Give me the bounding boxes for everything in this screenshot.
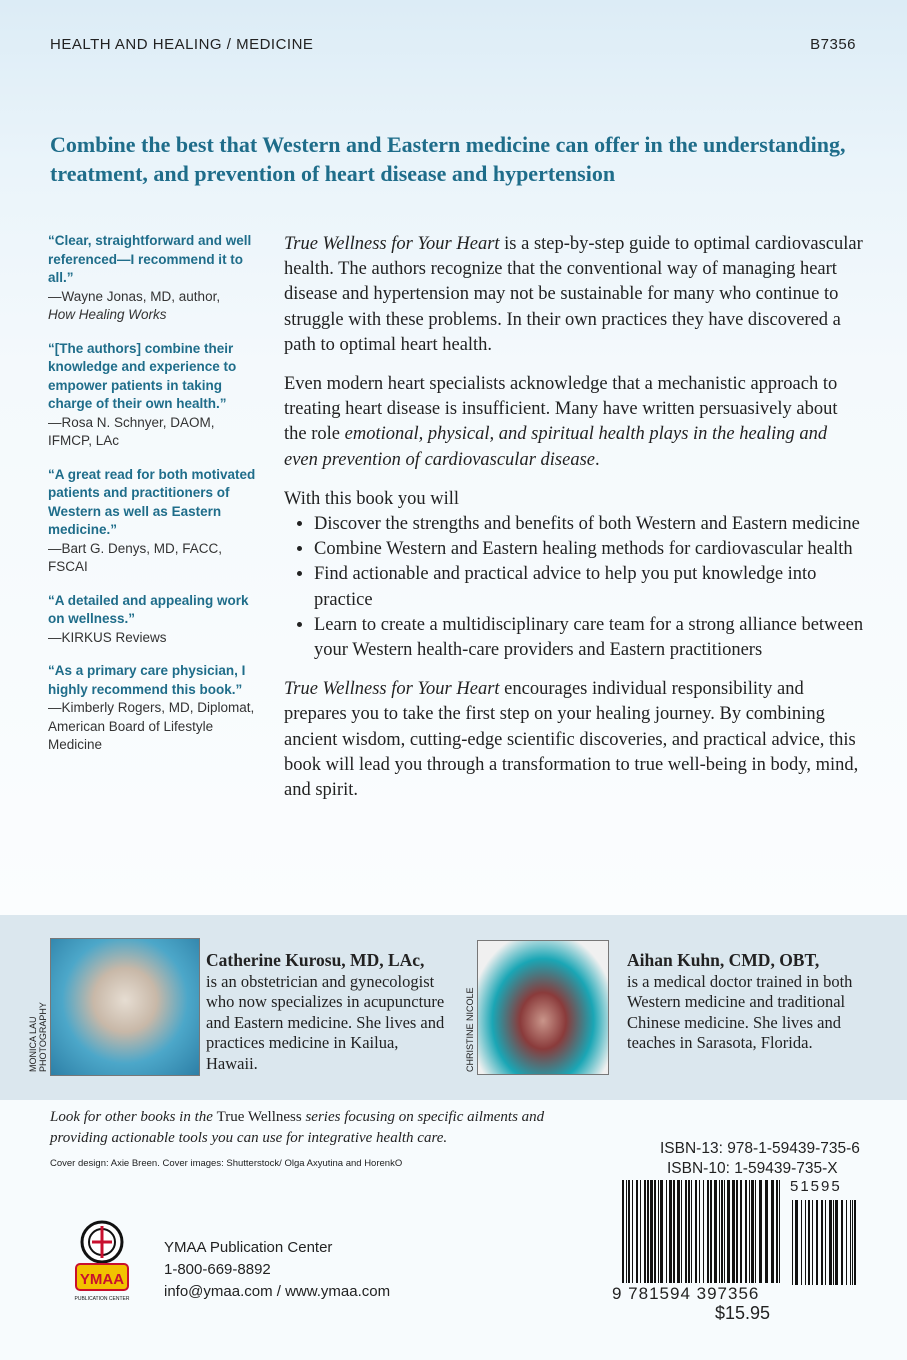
benefits-list: [284, 512, 864, 663]
barcode-bar: [846, 1200, 847, 1285]
barcode-bar: [740, 1180, 742, 1283]
barcode-bar: [669, 1180, 672, 1283]
barcode-bar: [749, 1180, 750, 1283]
author-bio-text: is a medical doctor trained in both Western medicine and traditional Chinese medicine. She lives and teaches in Sarasota, Florida.: [627, 971, 853, 1052]
barcode-bar: [801, 1200, 802, 1285]
barcode-bar: [660, 1180, 663, 1283]
publisher-name: YMAA Publication Center: [164, 1239, 333, 1256]
svg-text:PUBLICATION CENTER: PUBLICATION CENTER: [74, 1296, 130, 1302]
author-name: Catherine Kurosu, MD, LAc,: [206, 950, 425, 970]
quote: [48, 466, 258, 577]
barcode-bar: [688, 1180, 690, 1283]
barcode-bar: [835, 1200, 838, 1285]
publisher-contact: info@ymaa.com / www.ymaa.com: [164, 1283, 391, 1300]
barcode-bar: [644, 1180, 646, 1283]
barcode-bar: [736, 1180, 738, 1283]
quote-attribution: —Rosa N. Schnyer, DAOM, IFMCP, LAc: [48, 414, 215, 448]
quote-text: “A great read for both motivated patients and practitioners of Western as well as Eastern medicine.”: [48, 466, 256, 537]
barcode-bar: [808, 1200, 810, 1285]
author-photo-kuhn: [477, 940, 609, 1075]
barcode-bar: [751, 1180, 754, 1283]
barcode-bar: [759, 1180, 762, 1283]
barcode-bar: [732, 1180, 735, 1283]
barcode-bar: [654, 1180, 656, 1283]
barcode-bar: [707, 1180, 709, 1283]
barcode-bar: [852, 1200, 853, 1285]
barcode-bar: [673, 1180, 675, 1283]
svg-text:YMAA: YMAA: [79, 1271, 125, 1288]
barcode-bar: [650, 1180, 653, 1283]
barcode-bar: [816, 1200, 818, 1285]
photo-credit: CHRISTINE NICOLE: [465, 987, 475, 1072]
quote-text: “A detailed and appealing work on wellness.”: [48, 592, 249, 626]
cover-credit: Cover design: Axie Breen. Cover images: Shutterstock/ Olga Axyutina and HorenkO: [50, 1158, 403, 1169]
ymaa-logo: [70, 1218, 134, 1304]
barcode-bar: [841, 1200, 843, 1285]
top-bar: [50, 36, 856, 53]
barcode-bar: [776, 1180, 778, 1283]
quote-attribution: —Wayne Jonas, MD, author,: [48, 288, 221, 304]
barcode-bar: [703, 1180, 704, 1283]
isbn-10: ISBN-10: 1-59439-735-X: [667, 1160, 838, 1177]
barcode-bar: [724, 1180, 725, 1283]
quote-attribution: —Bart G. Denys, MD, FACC, FSCAI: [48, 540, 223, 574]
barcode-bar: [812, 1200, 813, 1285]
quote-attribution: —Kimberly Rogers, MD, Diplomat, American Board of Lifestyle Medicine: [48, 700, 255, 752]
list-item: • Combine Western and Eastern healing methods for cardiovascular health: [314, 537, 864, 562]
list-item: • Learn to create a multidisciplinary care team for a strong alliance between your Western health-care providers and Eastern practitioners: [314, 613, 864, 663]
author-bio-kuhn: [627, 950, 867, 1054]
isbn-13: ISBN-13: 978-1-59439-735-6: [660, 1140, 860, 1157]
barcode-digits: 9 781594 397356: [612, 1284, 760, 1303]
barcode-bar: [829, 1200, 832, 1285]
barcode-bar: [626, 1180, 627, 1283]
quote-text: “Clear, straightforward and well referenced—I recommend it to all.”: [48, 233, 252, 285]
list-intro: With this book you will: [284, 488, 460, 509]
barcode-bar: [825, 1200, 826, 1285]
barcode-bar: [695, 1180, 697, 1283]
barcode-bar: [632, 1180, 633, 1283]
barcode-bar: [681, 1180, 682, 1283]
series-note: Look for other books in the True Wellness series focusing on specific ailments and providing actionable tools you can use for integrative health care.: [50, 1109, 545, 1146]
list-item: • Find actionable and practical advice to help you put knowledge into practice: [314, 562, 864, 612]
barcode-bar: [691, 1180, 692, 1283]
barcode-bar: [854, 1200, 856, 1285]
barcode-addon-digits: 51595: [790, 1178, 842, 1195]
barcode-bar: [685, 1180, 687, 1283]
barcode-bar: [765, 1180, 768, 1283]
author-photo-kurosu: [50, 938, 200, 1076]
barcode-bar: [699, 1180, 700, 1283]
barcode-bar: [710, 1180, 712, 1283]
headline: Combine the best that Western and Eastern medicine can offer in the understanding, treatment, and prevention of heart disease and hypertension: [50, 132, 846, 186]
barcode-bar: [795, 1200, 798, 1285]
quote: [48, 592, 258, 648]
author-bio-text: is an obstetrician and gynecologist who now specializes in acupuncture and Eastern medicine. She lives and practices medicine in Kailua, Hawaii.: [206, 971, 445, 1073]
category-label: HEALTH AND HEALING / MEDICINE: [50, 36, 314, 53]
barcode-bar: [850, 1200, 851, 1285]
barcode-bar: [647, 1180, 649, 1283]
list-item: • Discover the strengths and benefits of both Western and Eastern medicine: [314, 512, 864, 537]
barcode-bar: [771, 1180, 774, 1283]
paragraph-3: True Wellness for Your Heart encourages individual responsibility and prepares you to take the first step on your healing journey. By combining ancient wisdom, cutting-edge scientific discoveries, and practical advice, this book will lead you through a transformation to true well-being in body, mind, and spirit.: [284, 679, 859, 801]
barcode-bar: [779, 1180, 780, 1283]
photo-credit: MONICA LAU PHOTOGRAPHY: [28, 1002, 48, 1072]
barcode-bar: [714, 1180, 717, 1283]
quote-text: “[The authors] combine their knowledge and experience to empower patients in taking charge of their own health.”: [48, 340, 237, 411]
quote-text: “As a primary care physician, I highly recommend this book.”: [48, 663, 246, 697]
barcode-bar: [727, 1180, 730, 1283]
barcode-bar: [640, 1180, 641, 1283]
barcode-bar: [666, 1180, 667, 1283]
barcode-bar: [721, 1180, 723, 1283]
barcode-bar: [745, 1180, 747, 1283]
barcode-bar: [658, 1180, 659, 1283]
book-code: B7356: [810, 36, 856, 53]
quote: [48, 232, 258, 325]
barcode-bar: [719, 1180, 720, 1283]
paragraph-1: True Wellness for Your Heart is a step-by-step guide to optimal cardiovascular health. The authors recognize that the conventional way of managing heart disease and hypertension may not be sustainable for many who continue to struggle with these problems. In their own practices they have discovered a path to optimal heart health.: [284, 234, 863, 355]
barcode-bar: [622, 1180, 624, 1283]
barcode-bar: [628, 1180, 630, 1283]
publisher-info: [164, 1237, 390, 1303]
quote: [48, 662, 258, 755]
quote-attribution: —KIRKUS Reviews: [48, 629, 167, 645]
barcode-bar: [805, 1200, 806, 1285]
barcode-bar: [821, 1200, 823, 1285]
paragraph-2: Even modern heart specialists acknowledge that a mechanistic approach to treating heart disease is insufficient. Many have written persuasively about the role emotional, physical, and spiritual health plays in the healing and even prevention of cardiovascular disease.: [284, 374, 838, 470]
endorsements: [48, 232, 258, 770]
barcode: [620, 1180, 860, 1285]
quote-attribution-work: How Healing Works: [48, 307, 167, 322]
publisher-phone: 1-800-669-8892: [164, 1261, 271, 1278]
author-bio-kurosu: [206, 950, 446, 1074]
barcode-bar: [636, 1180, 638, 1283]
barcode-bar: [755, 1180, 756, 1283]
price: $15.95: [715, 1303, 771, 1323]
description: [284, 232, 864, 817]
barcode-bar: [833, 1200, 834, 1285]
author-name: Aihan Kuhn, CMD, OBT,: [627, 950, 820, 970]
barcode-bar: [792, 1200, 793, 1285]
barcode-bar: [677, 1180, 680, 1283]
quote: [48, 340, 258, 451]
